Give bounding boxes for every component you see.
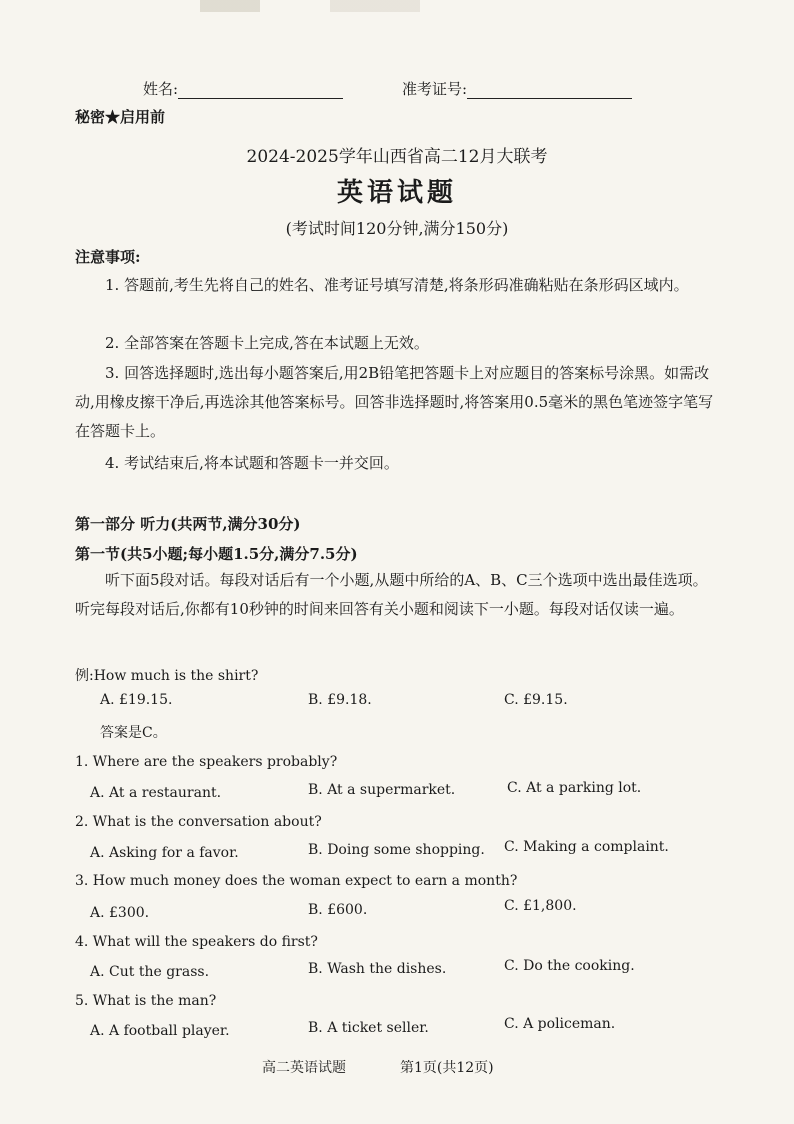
- listening-instructions: 听下面5段对话。每段对话后有一个小题,从题中所给的A、B、C三个选项中选出最佳选项。听完每段对话后,你都有10秒钟的时间来回答有关小题和阅读下一小题。每段对话仅读一遍。: [75, 571, 708, 618]
- q4-option-a: A. Cut the grass.: [90, 964, 210, 980]
- name-blank: [178, 82, 343, 99]
- q2-option-b: B. Doing some shopping.: [308, 842, 485, 858]
- example-option-a: A. £19.15.: [100, 692, 173, 708]
- notice-item-2: 2. 全部答案在答题卡上完成,答在本试题上无效。: [105, 334, 429, 352]
- notice-item-3: 3. 回答选择题时,选出每小题答案后,用2B铅笔把答题卡上对应题目的答案标号涂黑。如需改动,用橡皮擦干净后,再选涂其他答案标号。回答非选择题时,将答案用0.5毫米的黑色笔迹签字笔写在答题卡上。: [75, 364, 714, 440]
- q5-option-b: B. A ticket seller.: [308, 1020, 429, 1036]
- footer-page-info: 第1页(共12页): [400, 1060, 494, 1076]
- example-option-b: B. £9.18.: [308, 692, 372, 708]
- q1-option-a: A. At a restaurant.: [90, 785, 222, 801]
- q3-option-b: B. £600.: [308, 902, 368, 918]
- question-1: 1. Where are the speakers probably?: [75, 754, 338, 770]
- exam-time-info: (考试时间120分钟,满分150分): [285, 219, 509, 238]
- name-label: 姓名:: [143, 80, 179, 98]
- example-question: 例:How much is the shirt?: [75, 668, 259, 684]
- question-5: 5. What is the man?: [75, 993, 217, 1009]
- q4-option-b: B. Wash the dishes.: [308, 961, 447, 977]
- name-field: [143, 78, 343, 99]
- q2-option-c: C. Making a complaint.: [504, 839, 669, 855]
- scan-artifact: [0, 0, 794, 12]
- q5-option-c: C. A policeman.: [504, 1016, 616, 1032]
- q5-option-a: A. A football player.: [90, 1023, 230, 1039]
- q3-option-a: A. £300.: [90, 905, 150, 921]
- exam-id-label: 准考证号:: [402, 80, 468, 98]
- example-option-c: C. £9.15.: [504, 692, 568, 708]
- q1-option-b: B. At a supermarket.: [308, 782, 456, 798]
- q4-option-c: C. Do the cooking.: [504, 958, 635, 974]
- secret-label: 秘密★启用前: [75, 108, 166, 126]
- section1-heading: 第一节(共5小题;每小题1.5分,满分7.5分): [75, 545, 358, 563]
- q3-option-c: C. £1,800.: [504, 898, 577, 914]
- question-4: 4. What will the speakers do first?: [75, 934, 318, 950]
- q1-option-c: C. At a parking lot.: [507, 780, 642, 796]
- part1-heading: 第一部分 听力(共两节,满分30分): [75, 515, 301, 533]
- subject-title: 英语试题: [336, 178, 457, 208]
- footer-subject: 高二英语试题: [262, 1060, 346, 1076]
- exam-id-blank: [467, 82, 632, 99]
- q2-option-a: A. Asking for a favor.: [90, 845, 239, 861]
- exam-id-field: [402, 78, 632, 99]
- question-3: 3. How much money does the woman expect to earn a month?: [75, 873, 518, 889]
- exam-title-line: 2024-2025学年山西省高二12月大联考: [246, 147, 548, 167]
- example-answer: 答案是C。: [100, 725, 167, 741]
- notice-item-4: 4. 考试结束后,将本试题和答题卡一并交回。: [105, 454, 399, 472]
- notice-heading: 注意事项:: [75, 248, 141, 266]
- notice-item-1: 1. 答题前,考生先将自己的姓名、准考证号填写清楚,将条形码准确粘贴在条形码区域内。: [105, 276, 689, 294]
- question-2: 2. What is the conversation about?: [75, 814, 322, 830]
